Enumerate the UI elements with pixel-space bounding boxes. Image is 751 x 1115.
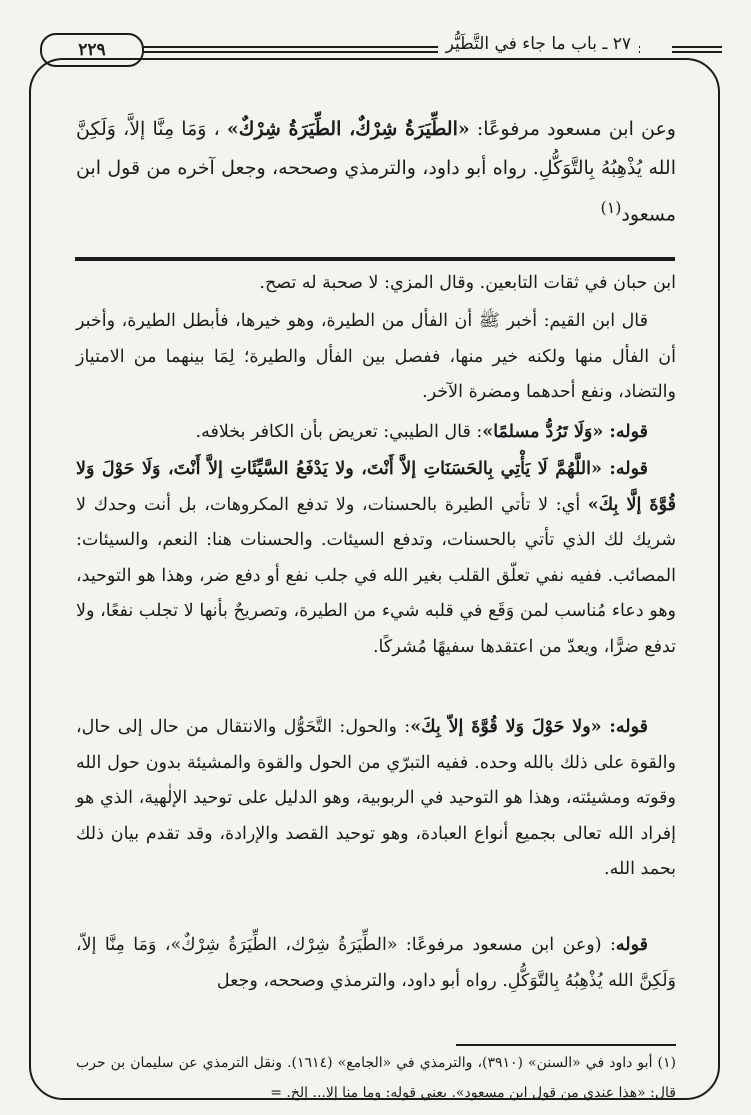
commentary-paragraph: قال ابن القيم: أخبر ﷺ أن الفأل من الطيرة، وهو خيرها، فأبطل الطيرة، وأخبر أن الفأل منها ولكنه خير منها، ففصل بين الفأل والطيرة؛ لِمَا بينهما من الامتياز والتضاد، ونفع أحدهما ومضرة الآخر. xyxy=(76,311,676,402)
footnote-rule xyxy=(456,1044,676,1046)
matn-line: من قول ابن مسعود xyxy=(76,157,676,226)
commentary-paragraph: قوله: «اللَّهُمَّ لَا يَأْتِي بِالحَسَنَاتِ إلاَّ أَنْتَ، ولا يَدْفَعُ السَّيِّئَاتِ إلاَّ أَنْتَ، وَلَا حَوْلَ وَلا قُوَّةَ إلَّا بِكَ» أي: لا تأتي الطيرة بالحسنات، ولا تدفع المكروهات، بل أنت وحدك لا شريك لك الذي تأتي بالحسنات، وتدفع السيئات. والحسنات هنا: النعم، والسيئات: المصائب. ففيه نفي تعلّق القلب بغير الله في جلب نفع أو دفع ضر، وهذا هو التوحيد، وهو دعاء مُناسب لمن وَقَع في قلبه شيء من الطيرة، وتصريحٌ بأنها لا تجلب نفعًا، ولا تدفع ضرًّا، ويعدّ من اعتقدها سفيهًا مُشركًا. xyxy=(76,459,677,657)
matn-line: وعن ابن مسعود مرفوعًا: xyxy=(469,118,676,140)
commentary-paragraph: قوله: «ولا حَوْلَ وَلا قُوَّةَ إلاّ بِكَ»: والحول: التَّحَوُّل والانتقال من حال إلى حال، والقوة على ذلك بالله وحده. ففيه التبرّي من الحول والقوة والمشيئة بدون حول الله وقوته ومشيئته، وهذا هو التوحيد في الربوبية، وهو الدليل على توحيد الإلٰهية، الذي هو إفراد الله تعالى بجميع أنواع العبادة، وهو توحيد القصد والإرادة، وقد تقدم بيان ذلك بحمد الله. xyxy=(76,717,676,879)
page-number: ٢٢٩ xyxy=(40,33,144,67)
quote-bold: قوله: «ولا حَوْلَ وَلا قُوَّةَ إلاّ بِكَ» xyxy=(410,717,649,737)
footnote-text: (١) أبو داود في «السنن» (٣٩١٠)، والترمذي في «الجامع» (١٦١٤). ونقل الترمذي عن سليمان بن حرب قال: «هذا عندي من قول ابن مسعود». يعني قوله: وما منا إلا... إلخ. = xyxy=(76,1055,676,1101)
matn-quote: «الطِّيَرَةُ شِرْكٌ، الطِّيَرَةُ شِرْكٌ» xyxy=(226,118,470,140)
quote-bold: قوله: «اللَّهُمَّ لَا يَأْتِي بِالحَسَنَاتِ إلاَّ أَنْتَ، ولا يَدْفَعُ السَّيِّئَاتِ إلاَّ أَنْتَ، وَلَا حَوْلَ وَلا قُوَّةَ إلَّا بِكَ» xyxy=(76,459,677,515)
header-rule xyxy=(672,46,722,48)
footnote-marker: (١) xyxy=(600,198,622,217)
running-title: ٢٧ ـ باب ما جاء في التَّطَيُّر xyxy=(438,34,639,54)
matn-line: ، وَمَا مِنَّا إلاَّ، وَلَكِنَّ الله يُذْهِبُهُ بِالتَّوَكُّلِ. رواه أبو داود، والترمذي وصححه، وجعل آخره xyxy=(76,118,676,179)
quote-bold: قوله xyxy=(615,935,648,955)
commentary-paragraph: قوله: «وَلَا تَرُدُّ مسلمًا»: قال الطيبي: تعريض بأن الكافر بخلافه. xyxy=(195,422,648,442)
matn-separator xyxy=(75,257,675,261)
matn-text xyxy=(76,110,676,234)
footnotes xyxy=(76,1048,676,1108)
header-rule xyxy=(672,51,722,53)
commentary-paragraph: ابن حبان في ثقات التابعين. وقال المزي: لا صحبة له تصح. xyxy=(259,273,676,293)
commentary-paragraph: قوله: (وعن ابن مسعود مرفوعًا: «الطِّيَرَةُ شِرْك، الطِّيَرَةُ شِرْكٌ»، وَمَا مِنَّا إلاّ، وَلَكِنَّ الله يُذْهِبُهُ بِالتَّوَكُّلِ. رواه أبو داود، والترمذي وصححه، وجعل xyxy=(76,935,676,991)
quote-bold: قوله: «وَلَا تَرُدُّ مسلمًا» xyxy=(482,422,648,442)
